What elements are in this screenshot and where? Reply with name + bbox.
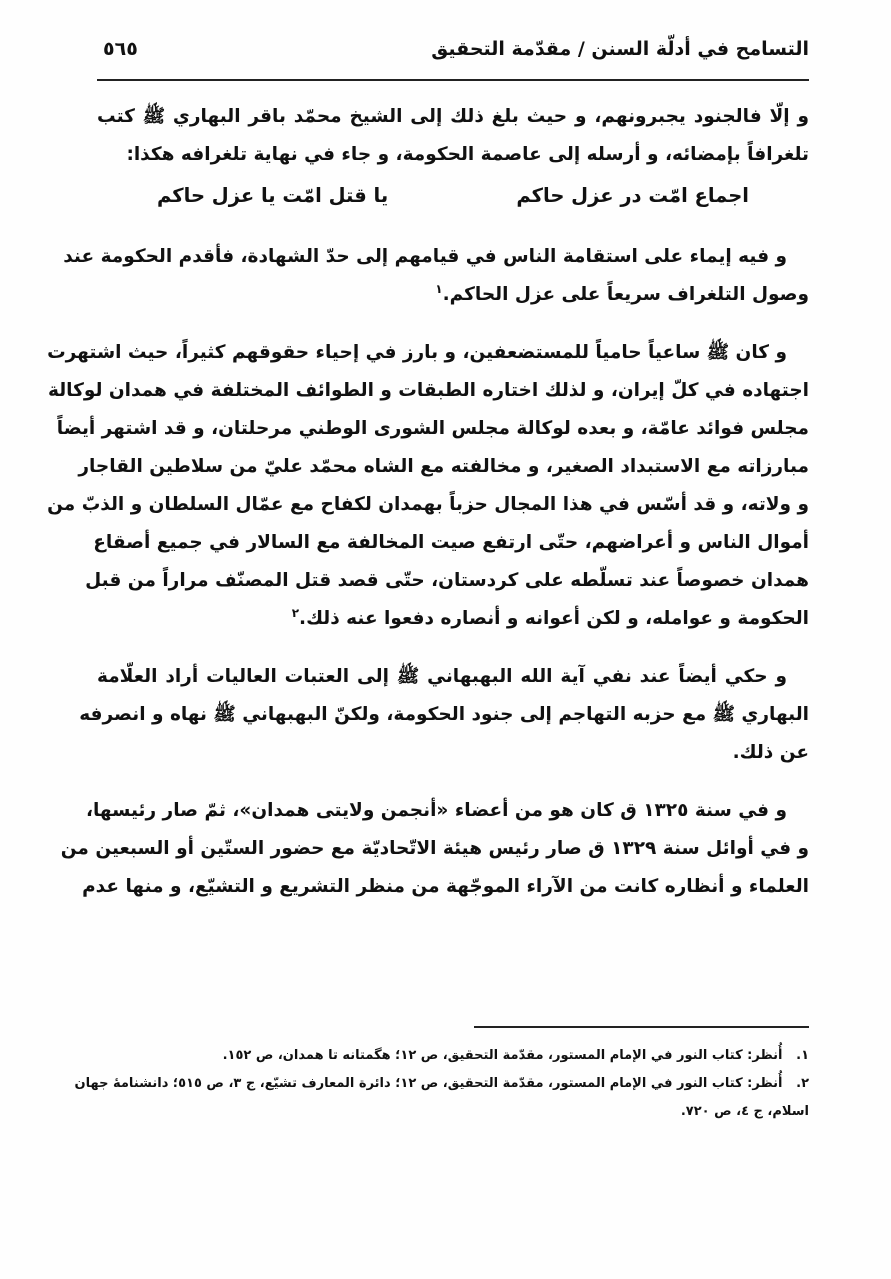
paragraph-3: [47, 334, 809, 638]
text-line: و كان ﷺ ساعياً حامياً للمستضعفين، و بارز في إحياء حقوقهم كثيراً، حيث اشتهرت: [47, 342, 787, 363]
text-line: اجتهاده في كلّ إيران، و لذلك اختاره الطبقات و الطوائف المختلفة في همدان لوكالة: [47, 380, 809, 401]
running-title: التسامح في أدلّة السنن / مقدّمة التحقيق: [431, 38, 809, 60]
text-line: عن ذلك.: [732, 742, 809, 763]
page-number: ٥٦٥: [103, 38, 138, 60]
text-line: و إلّا فالجنود يجبرونهم، و حيث بلغ ذلك إلى الشيخ محمّد باقر البهاري ﷺ كتب: [97, 106, 809, 127]
footnote-2: [74, 1070, 809, 1126]
text-line: و فيه إيماء على استقامة الناس في قيامهم إلى حدّ الشهادة، فأقدم الحكومة عند: [63, 246, 787, 267]
body-text: [47, 98, 809, 906]
text-line: تلغرافاً بإمضائه، و أرسله إلى عاصمة الحكومة، و جاء في نهاية تلغرافه هكذا:: [126, 144, 809, 165]
footnote-line: [97, 1042, 809, 1070]
text-line: مجلس فوائد عامّة، و بعده لوكالة مجلس الشورى الوطني مرحلتان، و قد اشتهر أيضاً: [56, 418, 809, 439]
text-line: و في أوائل سنة ١٣٢٩ ق صار رئيس هيئة الاتّحاديّة مع حضور الستّين أو السبعين من: [60, 838, 809, 859]
text-line: همدان خصوصاً عند تسلّطه على كردستان، حتّى قصد قتل المصنّف مراراً من قبل: [85, 570, 809, 591]
text-line: [97, 600, 809, 638]
footnote-line: [97, 1098, 809, 1126]
text-line: و حكي أيضاً عند نفي آية الله البهبهاني ﷺ إلى العتبات العاليات أراد العلّامة: [97, 666, 787, 687]
footnote-ref-2[interactable]: ٢: [291, 605, 300, 620]
paragraph-4: [79, 658, 809, 772]
paragraph-1: [97, 98, 809, 174]
footnotes: [74, 1042, 809, 1126]
text-line: [97, 276, 809, 314]
text-line: و ولاته، و قد أسّس في هذا المجال حزباً بهمدان لكفاح مع عمّال السلطان و الذبّ من: [47, 494, 809, 515]
footnote-number: ٢.: [796, 1076, 809, 1091]
footnote-separator: [474, 1026, 809, 1028]
poem-verse: [97, 174, 809, 218]
footnote-number: ١.: [796, 1048, 809, 1063]
line-text: الحكومة و عوامله، و لكن أعوانه و أنصاره دفعوا عنه ذلك.: [299, 608, 809, 629]
paragraph-2: [63, 238, 809, 314]
text-line: العلماء و أنظاره كانت من الآراء الموجّهة من منظر التشريع و التشيّع، و منها عدم: [82, 876, 809, 897]
text-line: مبارزاته مع الاستبداد الصغير، و مخالفته مع الشاه محمّد عليّ من سلاطين القاجار: [78, 456, 809, 477]
hemistich-left: يا قتل امّت يا عزل حاكم: [157, 184, 389, 207]
footnote-text: أُنظر: كتاب النور في الإمام المستور، مقدّمة التحقيق، ص ١٢؛ هگمتانه تا همدان، ص ١٥٢.: [222, 1048, 783, 1063]
text-line: و في سنة ١٣٢٥ ق كان هو من أعضاء «أنجمن ولايتى همدان»، ثمّ صار رئيسها،: [85, 800, 787, 821]
header-rule: [97, 79, 809, 81]
line-text: وصول التلغراف سريعاً على عزل الحاكم.: [442, 284, 809, 305]
footnote-ref-1[interactable]: ١: [435, 281, 443, 296]
page-header: [97, 38, 809, 68]
footnote-line: [74, 1070, 809, 1098]
footnote-text: أُنظر: كتاب النور في الإمام المستور، مقدّمة التحقيق، ص ١٢؛ دائرة المعارف تشيّع، ج ٣، ص ٥١٥؛ دانشنامهٔ جهان: [74, 1076, 783, 1091]
paragraph-5: [60, 792, 809, 906]
text-line: أموال الناس و أعراضهم، حتّى ارتفع صيت المخالفة مع السالار في جميع أصقاع: [93, 532, 809, 553]
text-line: البهاري ﷺ مع حزبه التهاجم إلى جنود الحكومة، ولكنّ البهبهاني ﷺ نهاه و انصرفه: [79, 704, 809, 725]
footnote-1: [97, 1042, 809, 1070]
footnote-text: اسلام، ج ٤، ص ٧٢٠.: [680, 1104, 809, 1119]
hemistich-right: اجماع امّت در عزل حاكم: [516, 184, 749, 207]
